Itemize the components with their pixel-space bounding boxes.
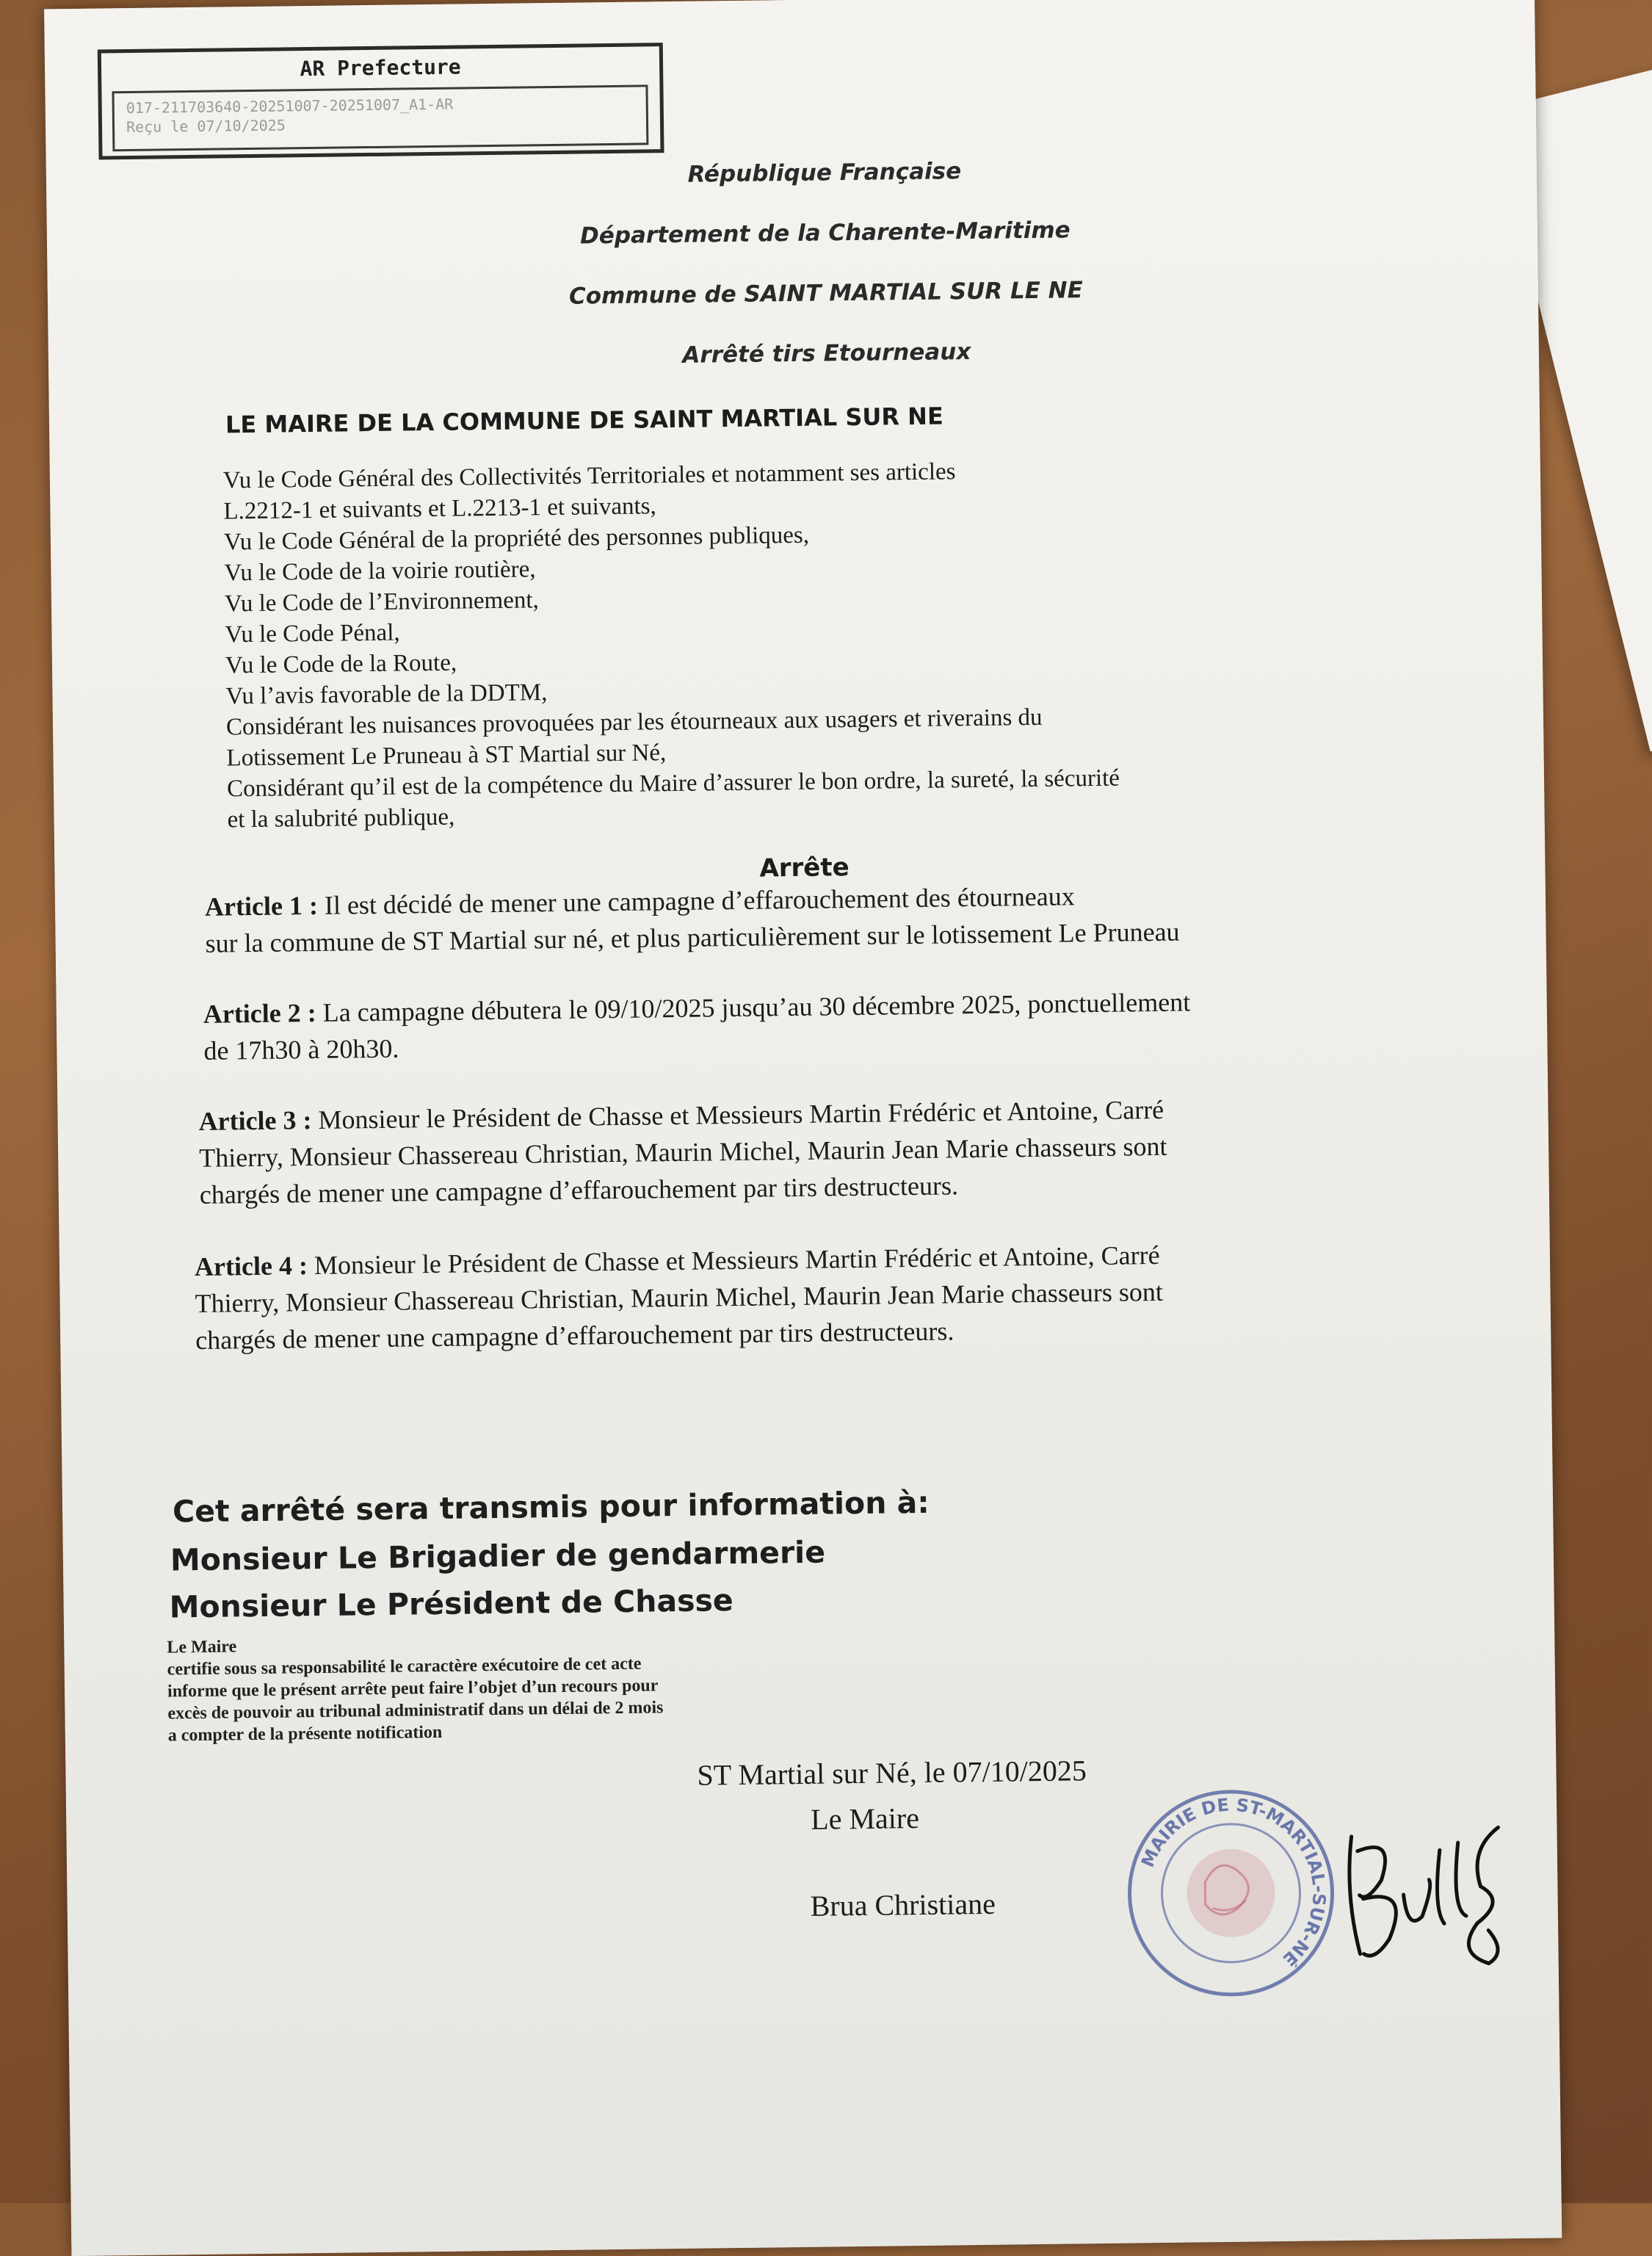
consideration-line: et la salubrité publique,: [227, 803, 455, 834]
consideration-line: Lotissement Le Pruneau à ST Martial sur Né,: [226, 740, 667, 772]
signatory-role: Le Maire: [810, 1801, 920, 1836]
certification-line: a compter de la présente notification: [167, 1722, 443, 1746]
signatory-name: Brua Christiane: [810, 1887, 996, 1923]
stamp-received-date: Reçu le 07/10/2025: [126, 116, 286, 137]
considerations-block: [223, 455, 1120, 836]
header-department: Département de la Charente-Maritime: [579, 217, 1070, 250]
header-subject: Arrêté tirs Etourneaux: [682, 339, 971, 369]
transmission-recipient: Monsieur Le Brigadier de gendarmerie: [170, 1534, 826, 1578]
article-text-line: chargés de mener une campagne d’effarouchement par tirs destructeurs.: [195, 1316, 954, 1356]
arrete-heading: Arrête: [759, 853, 849, 883]
consideration-line: Vu le Code Général des Collectivités Territoriales et notamment ses articles: [222, 458, 956, 494]
article-text-line: sur la commune de ST Martial sur né, et plus particulièrement sur le lotissement Le Pruneau: [205, 916, 1180, 958]
article-text-line: de 17h30 à 20h30.: [203, 1033, 399, 1066]
article-label: Article 4 :: [194, 1251, 308, 1282]
certification-line: Le Maire: [167, 1637, 237, 1657]
article-text-line: Il est décidé de mener une campagne d’effarouchement des étourneaux: [324, 881, 1075, 920]
article-text-line: chargés de mener une campagne d’effarouchement par tirs destructeurs.: [199, 1171, 959, 1210]
article-text-line: Thierry, Monsieur Chassereau Christian, Maurin Michel, Maurin Jean Marie chasseurs sont: [198, 1131, 1167, 1173]
transmission-recipient: Monsieur Le Président de Chasse: [169, 1583, 733, 1625]
header-republic: République Française: [687, 158, 962, 188]
article-4: [195, 1237, 1164, 1359]
handwritten-signature: [1329, 1805, 1515, 1976]
header-commune: Commune de SAINT MARTIAL SUR LE NE: [568, 277, 1084, 310]
transmission-intro: Cet arrêté sera transmis pour information à:: [172, 1484, 930, 1530]
prefecture-receipt-stamp: [98, 43, 664, 159]
consideration-line: Vu l’avis favorable de la DDTM,: [225, 679, 548, 710]
seal-text: MAIRIE DE ST-MARTIAL-SUR-NÉ: [1137, 1794, 1330, 1970]
article-label: Article 1 :: [204, 890, 319, 922]
certification-block: [167, 1630, 664, 1746]
place-and-date: ST Martial sur Né, le 07/10/2025: [697, 1754, 1087, 1792]
article-text-line: La campagne débutera le 09/10/2025 jusqu’au 30 décembre 2025, ponctuellement: [322, 987, 1191, 1027]
article-text-line: Monsieur le Président de Chasse et Messieurs Martin Frédéric et Antoine, Carré: [318, 1094, 1164, 1135]
town-hall-seal: [1123, 1785, 1339, 2001]
consideration-line: Vu le Code de l’Environnement,: [224, 587, 540, 618]
certification-line: certifie sous sa responsabilité le caractère exécutoire de cet acte: [167, 1654, 642, 1680]
document-page: [44, 0, 1562, 2256]
certification-line: informe que le présent arrête peut faire l’objet d’un recours pour: [167, 1676, 659, 1702]
consideration-line: Vu le Code de la voirie routière,: [224, 556, 536, 587]
consideration-line: Vu le Code de la Route,: [225, 649, 457, 679]
stamp-inner-box: [112, 84, 648, 151]
article-text-line: Thierry, Monsieur Chassereau Christian, Maurin Michel, Maurin Jean Marie chasseurs sont: [195, 1276, 1164, 1319]
stamp-reference: 017-211703640-20251007-20251007_A1-AR: [126, 95, 454, 118]
article-1: [205, 877, 1180, 962]
consideration-line: Considérant qu’il est de la compétence du Maire d’assurer le bon ordre, la sureté, la sécurité: [226, 764, 1120, 803]
consideration-line: Vu le Code Général de la propriété des personnes publiques,: [223, 521, 810, 556]
consideration-line: Vu le Code Pénal,: [225, 619, 400, 648]
article-3: [198, 1091, 1167, 1213]
certification-line: excès de pouvoir au tribunal administratif dans un délai de 2 mois: [167, 1698, 664, 1724]
consideration-line: Considérant les nuisances provoquées par les étourneaux aux usagers et riverains du: [225, 704, 1043, 741]
article-2: [203, 983, 1192, 1069]
article-text-line: Monsieur le Président de Chasse et Messieurs Martin Frédéric et Antoine, Carré: [314, 1240, 1160, 1281]
stamp-title: AR Prefecture: [300, 54, 461, 82]
article-label: Article 2 :: [203, 997, 316, 1029]
article-label: Article 3 :: [198, 1105, 312, 1136]
consideration-line: L.2212-1 et suivants et L.2213-1 et suivants,: [223, 493, 656, 525]
issuing-authority: LE MAIRE DE LA COMMUNE DE SAINT MARTIAL SUR NE: [225, 402, 944, 439]
